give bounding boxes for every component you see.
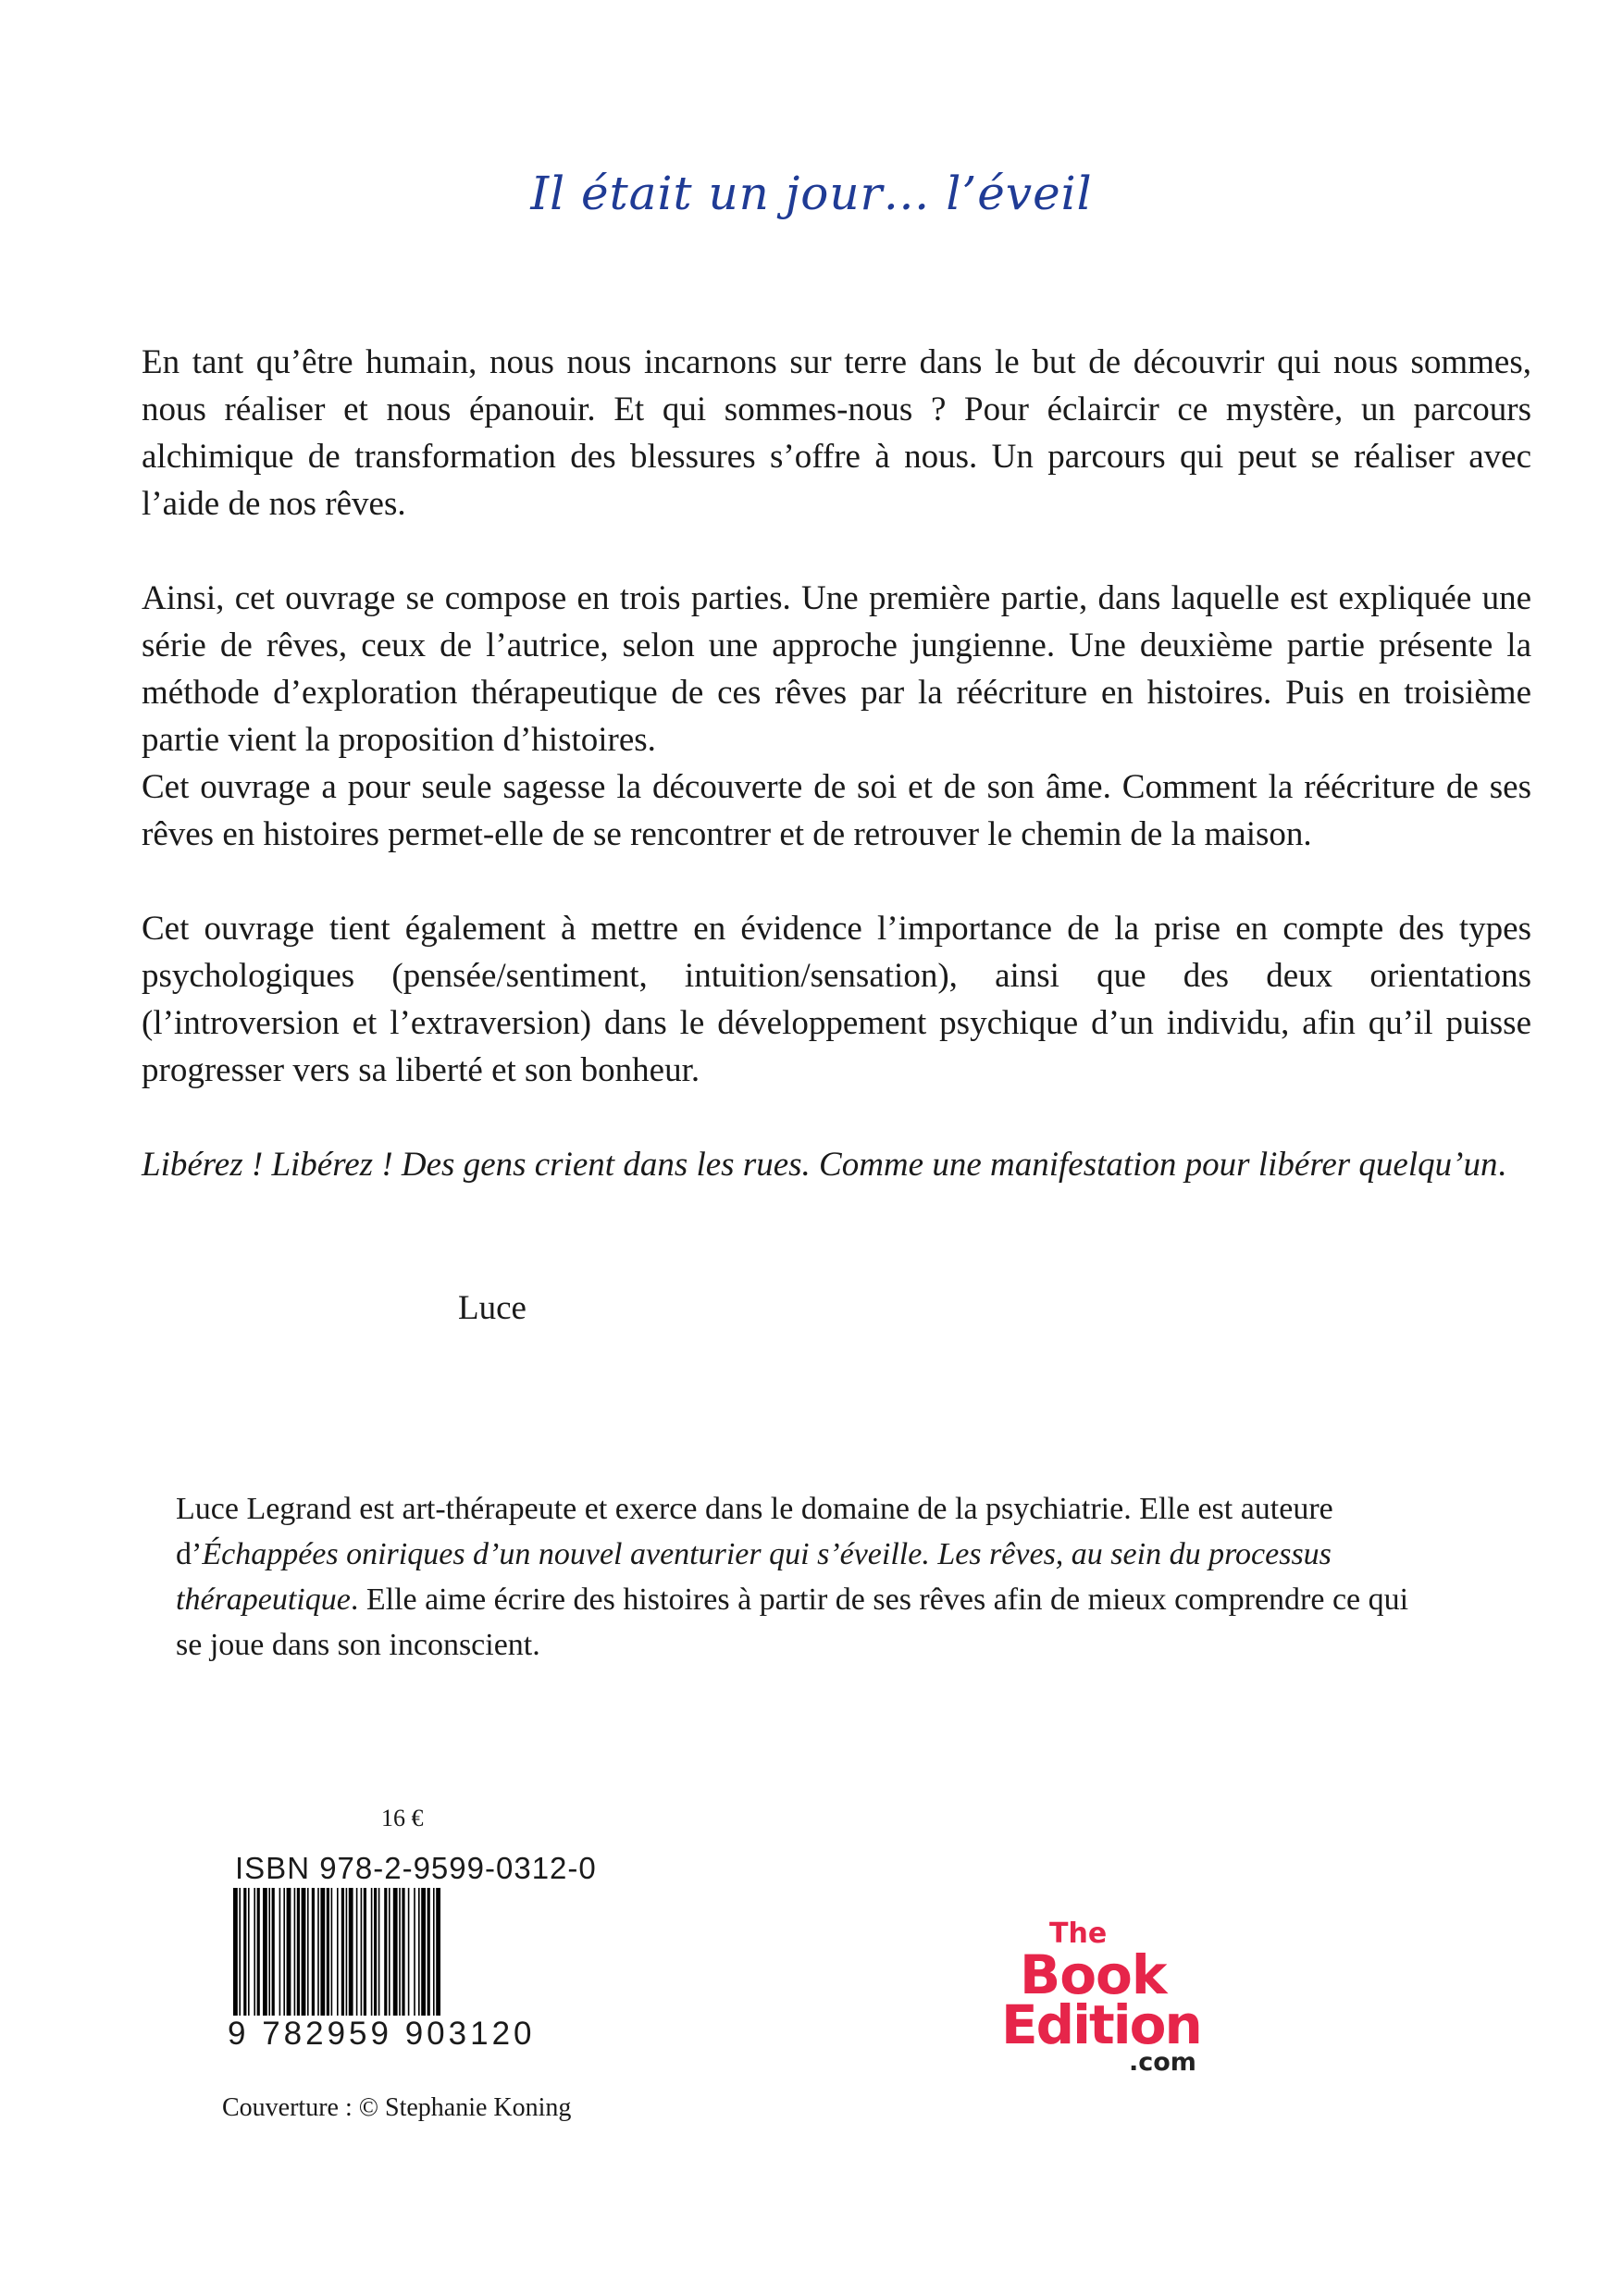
barcode-bar xyxy=(239,1888,241,2016)
barcode-bar xyxy=(279,1888,281,2016)
barcode xyxy=(229,1888,590,2017)
barcode-bar xyxy=(327,1888,329,2016)
author-bio xyxy=(176,1486,1420,1668)
barcode-bar xyxy=(341,1888,344,2016)
barcode-bar xyxy=(427,1888,430,2016)
barcode-bar xyxy=(307,1888,309,2016)
author-bio-text-end: . Elle aime écrire des histoires à partir de ses rêves afin de mieux comprendre ce qui se joue dans son inconscient. xyxy=(176,1582,1409,1662)
publisher-logo-edition: Edition xyxy=(1001,1993,1201,2056)
synopsis-paragraph-1: En tant qu’être humain, nous nous incarnons sur terre dans le but de découvrir qui nous sommes, nous réaliser et nous épanouir. Et qui sommes-nous ? Pour éclaircir ce mystère, un parcours alchimique de transformation des blessures s’offre à nous. Un parcours qui peut se réaliser avec l’aide de nos rêves. xyxy=(142,343,1531,523)
barcode-bar xyxy=(312,1888,315,2016)
isbn-label: ISBN 978-2-9599-0312-0 xyxy=(235,1851,597,1885)
barcode-bar xyxy=(349,1888,353,2016)
synopsis-paragraph-2: Ainsi, cet ouvrage se compose en trois parties. Une première partie, dans laquelle est expliquée une série de rêves, ceux de l’autrice, selon une approche jungienne. Une deuxième partie présente la méthode d’exploration thérapeutique de ces rêves par la réécriture en histoires. Puis en troisième partie vient la proposition d’histoires. xyxy=(142,579,1531,759)
book-title: Il était un jour… l’éveil xyxy=(530,167,1093,220)
barcode-bar xyxy=(263,1888,267,2016)
dream-quote-end: . xyxy=(1497,1146,1506,1184)
author-book-title: Échappées oniriques d’un nouvel aventurier qui s’éveille. Les rêves, au sein du processus thérapeutique xyxy=(176,1537,1332,1617)
barcode-bar xyxy=(361,1888,363,2016)
barcode-bar xyxy=(294,1888,296,2016)
cover-credit: Couverture : © Stephanie Koning xyxy=(222,2093,572,2122)
barcode-bar xyxy=(337,1888,339,2016)
dream-quote xyxy=(142,1141,1531,1188)
barcode-bar xyxy=(364,1888,366,2016)
barcode-bar xyxy=(257,1888,260,2016)
barcode-bar xyxy=(268,1888,270,2016)
barcode-bar xyxy=(371,1888,373,2016)
barcode-bar xyxy=(418,1888,420,2016)
publisher-logo-the: The xyxy=(1049,1917,1108,1950)
barcode-bar xyxy=(283,1888,285,2016)
barcode-bar xyxy=(248,1888,250,2016)
barcode-bar xyxy=(331,1888,333,2016)
barcode-bar xyxy=(402,1888,404,2016)
barcode-bar xyxy=(356,1888,358,2016)
barcode-bar xyxy=(287,1888,291,2016)
barcode-bar xyxy=(421,1888,426,2016)
author-bio-text: Luce Legrand est art-thérapeute et exerce dans le domaine de la psychiatrie. Elle est auteure d’ xyxy=(176,1492,1333,1571)
dream-quote-text: Libérez ! Libérez ! Des gens crient dans les rues. Comme une manifestation pour libérer quelqu’un xyxy=(142,1146,1498,1184)
synopsis xyxy=(142,339,1531,1188)
barcode-bar xyxy=(399,1888,401,2016)
barcode-bar xyxy=(378,1888,380,2016)
barcode-bar xyxy=(320,1888,325,2016)
barcode-bar xyxy=(317,1888,319,2016)
barcode-bar xyxy=(254,1888,255,2016)
publisher-logo xyxy=(1001,1917,1223,2077)
barcode-bar xyxy=(243,1888,246,2016)
barcode-bar xyxy=(272,1888,275,2016)
barcode-bar xyxy=(374,1888,377,2016)
barcode-bar xyxy=(297,1888,300,2016)
barcode-bar xyxy=(393,1888,398,2016)
barcode-bar xyxy=(436,1888,440,2016)
barcode-bar xyxy=(408,1888,410,2016)
barcode-bar xyxy=(346,1888,348,2016)
synopsis-paragraph-3: Cet ouvrage a pour seule sagesse la découverte de soi et de son âme. Comment la réécriture de ses rêves en histoires permet-elle de se rencontrer et de retrouver le chemin de la maison. xyxy=(142,768,1531,853)
barcode-bar xyxy=(414,1888,415,2016)
barcode-bar xyxy=(233,1888,238,2016)
publisher-logo-com: .com xyxy=(1129,2048,1196,2077)
quote-signature: Luce xyxy=(458,1289,527,1327)
barcode-digits: 9 782959 903120 xyxy=(228,2016,536,2052)
barcode-bar xyxy=(389,1888,390,2016)
publisher-logo-book: Book xyxy=(1020,1943,1167,2006)
barcode-bar xyxy=(302,1888,306,2016)
synopsis-paragraph-4: Cet ouvrage tient également à mettre en évidence l’importance de la prise en compte des types psychologiques (pensée/sentiment, intuition/sensation), ainsi que des deux orientations (l’introversion et l’extraversion) dans le développement psychique d’un individu, afin qu’il puisse progresser vers sa liberté et son bonheur. xyxy=(142,910,1531,1089)
barcode-bar xyxy=(433,1888,435,2016)
barcode-bar xyxy=(384,1888,387,2016)
price: 16 € xyxy=(381,1805,424,1831)
